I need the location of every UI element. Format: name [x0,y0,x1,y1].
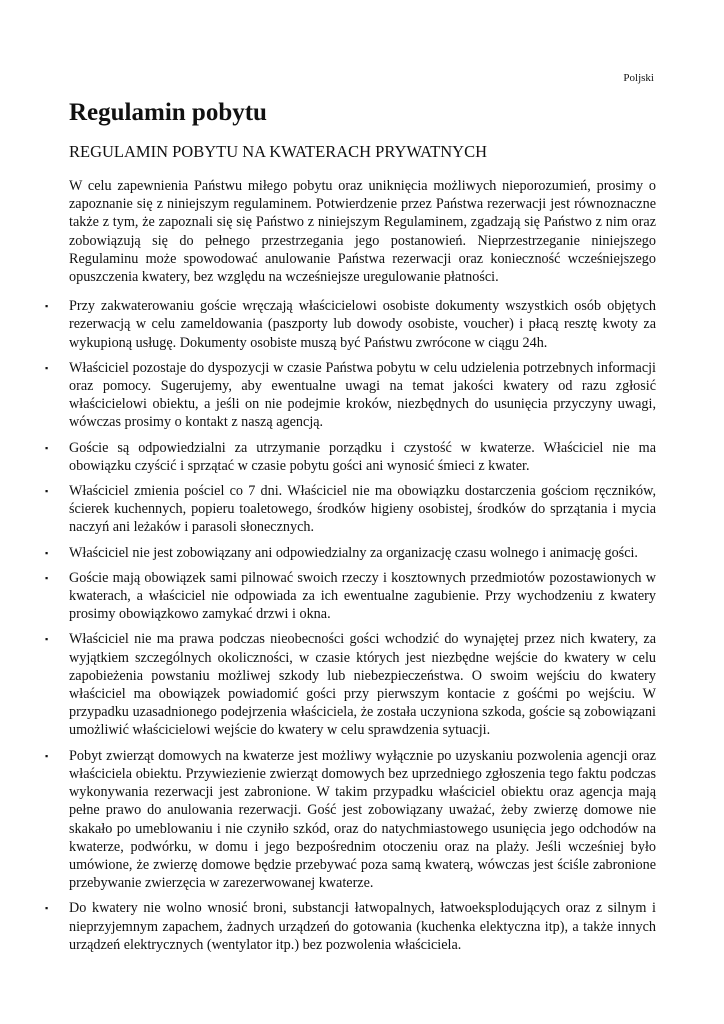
rule-item [45,899,656,954]
square-bullet-icon: ▪ [45,634,49,645]
rule-text: Przy zakwaterowaniu goście wręczają właścicielowi osobiste dokumenty wszystkich osób objętych rezerwacją w celu zameldowania (paszporty lub dowody osobiste, voucher) i płacą resztę kwoty za wykupioną usługę. Dokumenty osobiste muszą być Państwu zwrócone w ciągu 24h. [69,298,656,351]
square-bullet-icon: ▪ [45,572,49,583]
rule-text: Goście są odpowiedzialni za utrzymanie porządku i czystość w kwaterze. Właściciel nie ma obowiązku czyścić i sprzątać w czasie pobytu gości ani wynosić śmieci z kwater. [69,439,656,474]
page-subtitle: REGULAMIN POBYTU NA KWATERACH PRYWATNYCH [69,142,488,161]
rule-item [45,747,656,893]
rule-text: Właściciel nie jest zobowiązany ani odpowiedzialny za organizację czasu wolnego i animację gości. [69,544,638,561]
rule-item [45,482,656,537]
square-bullet-icon: ▪ [45,903,49,914]
document-content [45,177,656,961]
square-bullet-icon: ▪ [45,547,49,558]
square-bullet-icon: ▪ [45,301,49,312]
square-bullet-icon: ▪ [45,750,49,761]
rule-text: Do kwatery nie wolno wnosić broni, substancji łatwopalnych, łatwoeksplodujących oraz z silnym i nieprzyjemnym zapachem, żadnych urządzeń do gotowania (kuchenka elektyczna itp), a także innych urządzeń elektrycznych (wentylator itp.) bez pozwolenia właściciela. [69,900,656,953]
rule-text: Właściciel nie ma prawa podczas nieobecności gości wchodzić do wynajętej przez nich kwatery, za wyjątkiem szczególnych okoliczności, w czasie których jest niezbędne wejście do kwatery w celu zapobieżenia powstaniu możliwej szkody lub niebezpieczeństwa. O swoim wejściu do kwatery właściciel ma obowiązek powiadomić gości przy pierwszym kontacie z gośćmi po wejściu. W przypadku uzasadnionego podejrzenia właściciela, że została uczyniona szkoda, goście są zobowiązani umożliwić właścicielowi wejście do kwatery w celu sprawdzenia sytuacji. [69,631,656,739]
rules-list [45,297,656,954]
language-label: Poljski [623,72,654,84]
square-bullet-icon: ▪ [45,442,49,453]
rule-text: Właściciel pozostaje do dyspozycji w czasie Państwa pobytu w celu udzielenia potrzebnych informacji oraz pomocy. Sugerujemy, aby ewentualne uwagi na temat jakości kwatery od razu zgłosić właścicielowi obiektu, a jeśli on nie podejmie kroków, niezbędnych do usunięcia przyczyny uwagi, wówczas prosimy o kontakt z naszą agencją. [69,359,656,431]
rule-text: Właściciel zmienia pościel co 7 dni. Właściciel nie ma obowiązku dostarczenia gościom ręczników, ścierek kuchennych, popieru toaletowego, środków higieny osobistej, środków do sprzątania i mycia naczyń ani leżaków i parasoli słonecznych. [69,483,656,536]
rule-item [45,359,656,432]
square-bullet-icon: ▪ [45,486,49,497]
rule-item [45,630,656,739]
rule-item [45,544,656,562]
rule-item [45,569,656,624]
page-title: Regulamin pobytu [69,99,267,126]
intro-paragraph: W celu zapewnienia Państwu miłego pobytu oraz uniknięcia możliwych nieporozumień, prosimy o zapoznanie się z niniejszym regulaminem. Potwierdzenie przez Państwa rezerwacji jest równoznaczne także z tym, że zapoznali się się Państwo z niniejszym Regulaminem, zgadzają się Państwo z nim oraz zobowiązują się do pełnego przestrzegania jego postanowień. Nieprzestrzeganie niniejszego Regulaminu może spowodować anulowanie Państwa rezerwacji oraz konieczność wcześniejszego opuszczenia kwatery, bez względu na wcześniejsze uregulowanie płatności. [69,178,656,286]
rule-item [45,297,656,352]
rule-text: Pobyt zwierząt domowych na kwaterze jest możliwy wyłącznie po uzyskaniu pozwolenia agencji oraz właściciela obiektu. Przywiezienie zwierząt domowych bez uprzedniego zgłoszenia tego faktu podczas wykonywania rezerwacji jest zabronione. W takim przypadku właściciel obiektu oraz agencja mają pełne prawo do anulowania rezerwacji. Gość jest zobowiązany uważać, żeby zwierzę domowe nie skakało po umeblowaniu i nie czyniło szkód, oraz do natychmiastowego usunięcia jego odchodów na kwaterze, podwórku, w domu i jego bezpośrednim otoczeniu oraz na plaży. Jeśli wcześniej było umówione, że zwierzę domowe będzie przebywać poza samą kwaterą, wówczas jest ściśle zabronione przebywanie zwierzęcia w zarezerwowanej kwaterze. [69,747,656,892]
square-bullet-icon: ▪ [45,362,49,373]
rule-text: Goście mają obowiązek sami pilnować swoich rzeczy i kosztownych przedmiotów pozostawionych w kwaterach, a właściciel nie odpowiada za ich ewentualne zagubienie. Przy wychodzeniu z kwatery prosimy obowiązkowo zamykać drzwi i okna. [69,569,656,623]
rule-item [45,439,656,475]
